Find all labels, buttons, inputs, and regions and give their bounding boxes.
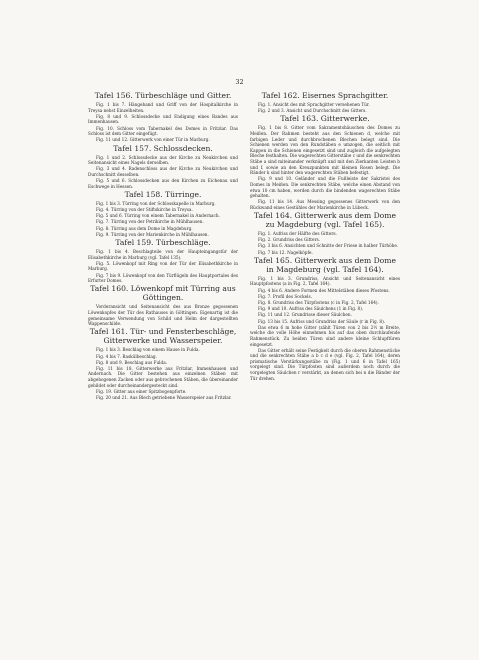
figure-entry: Fig. 7 bis 12. Nagelköpfe. <box>258 249 313 255</box>
plate-section <box>88 190 238 238</box>
figure-entry: Fig. 8. Türring aus dem Dome in Magdeburg. <box>96 225 193 231</box>
figure-entry: Fig. 10. Schloss vom Tabernakel des Domes in Fritzlar. Das Schloss ist dem Gitter eingefügt. <box>88 125 238 137</box>
figure-entry: Fig. 1 bis 3. Grundriss, Ansicht und Seitenansicht eines Hauptpfostens (a in Fig. 2, Tafel 164). <box>250 275 400 287</box>
figure-entry: Fig. 1 bis 3. Beschlag von einem Hause in Fulda. <box>96 347 200 353</box>
plate-title: Tafel 161. Tür- und Fensterbeschläge, Gitterwerke und Wasserspeier. <box>89 327 237 346</box>
plate-section <box>250 114 400 210</box>
figure-entry: Fig. 7 bis 9. Löwenkopf von den Türflügeln des Hauptportales des Erfurter Domes. <box>88 272 238 284</box>
plate-section <box>88 284 238 326</box>
figure-entry: Fig. 1 bis 8. Gitter vom Sakramentshäuschen des Domes zu Meißen. Der Rahmen besteht aus den Schienen d, welche mit farbigen Leder und durchbrochenen Blechen belegt sind. Die Schienen werden von den Rundstäben e umzogen, die seitlich mit Kappen in die Schienen eingesetzt sind und zugleich die aufgelegten Bleche festhalten. Die wagerechten Gitterstäbe c und die senkrechten Stäbe a sind miteinander verknüpft und mit den Zierkanten Leisten b und f, sowie an den Kreuzpunkten mit kleinen Rosen belegt. Die Ränder k sind hinter den wagerechten Stäben befestigt. <box>250 125 400 176</box>
figure-entry: Fig. 7. Türring von der Petrikirche in Mühlhausen. <box>96 219 204 225</box>
plate-section <box>250 256 400 381</box>
figure-entry: Fig. 1 bis 3. Türring von der Schlosskapelle in Marburg. <box>96 200 216 206</box>
plate-title: Tafel 157. Schlossdecken. <box>113 143 213 153</box>
figure-entry: Fig. 5 und 6. Türring von einem Tabernakel in Andernach. <box>96 213 220 219</box>
figure-entry: Fig. 9. Türring von der Marienkirche in Mühlhausen. <box>96 231 209 237</box>
plate-section <box>88 91 238 143</box>
page-number: 32 <box>235 78 244 86</box>
figure-entry: Fig. 11 und 12. Gitterwerk von einer Tür in Marburg. <box>96 137 210 143</box>
description-paragraph: Das etwa 6 m hohe Gitter (zählt Türen von 2 bis 2½ m Breite, welche die volle Höhe einnehmen bis auf das oben durchlaufende Rahmenstück. Zu beiden Türen sind andere kleine Schlupftüren eingesetzt. <box>250 324 400 347</box>
figure-entry: Fig. 11 bis 18. Gitterwerke aus Fritzlar, Immenhausen und Andernach. Die Gitter bestehen aus einzelnen Stäben mit abgebogenen Zacken oder aus gebrochenen Stäben, die übereinander gebildet oder durcheinandergesteckt sind. <box>88 365 238 388</box>
figure-entry: Fig. 4. Türring von der Stiftskirche in Treysa. <box>96 207 193 213</box>
plate-title: Tafel 162. Eisernes Sprachgitter. <box>261 91 389 100</box>
figure-entry: Fig. 5. Löwenkopf mit Ring von der Tür der Elisabethkirche in Marburg. <box>88 260 238 272</box>
figure-entry: Fig. 5 und 6. Schlossdecken aus den Kirchen zu Eichenau und Eschwege in Hessen. <box>88 178 238 189</box>
plate-section <box>88 144 238 190</box>
description-paragraph: Vorderansicht und Seitenansicht des aus Bronze gegossenen Löwenkopfes der Tür des Rathauses in Göttingen. Eigenartig ist die gemeinsame Verwendung von Schild und Helm der dargestellten Wappenschilde. <box>88 304 238 327</box>
plate-section <box>250 211 400 255</box>
plate-title: Tafel 163. Gitterwerke. <box>280 114 370 124</box>
left-column <box>88 91 238 401</box>
plate-title: Tafel 165. Gitterwerk aus dem Dome in Magdeburg (vgl. Tafel 164). <box>254 255 396 274</box>
plate-title: Tafel 164. Gitterwerk aus dem Dome zu Magdeburg (vgl. Tafel 165). <box>254 211 396 230</box>
plate-title: Tafel 158. Türringe. <box>124 189 202 199</box>
description-paragraph: Das Gitter erhält seine Festigkeit durch die oberen Rahmenstücke und die senkrechten Stäbe a b c d e (vgl. Fig. 2, Tafel 164), deren prismatische Verstärkungsstäbe m (Fig. 1 und 6 in Tafel 165) vorgelegt sind. Die Türpfosten sind außerdem noch durch die vorgelegten Säulchen r verstärkt, an denen sich bei n die Bänder der Tür drehen. <box>250 347 400 381</box>
plate-section <box>88 327 238 400</box>
figure-entry: Fig. 11 und 12. Grundrisse dieser Säulchen. <box>258 312 352 318</box>
figure-entry: Fig. 19. Gitter aus einer Spitzbogenpforte. <box>96 388 187 394</box>
figure-entry: Fig. 13 bis 15. Aufriss und Grundriss der Säule (r in Fig. 8). <box>258 318 386 324</box>
figure-entry: Fig. 1 und 2. Schlossdecke aus der Kirche zu Neukirchen und Seitenansicht eines Nagels derselben. <box>88 154 238 166</box>
figure-entry: Fig. 20 und 21. Aus Blech getriebene Wasserspeier aus Fritzlar. <box>96 395 232 401</box>
figure-entry: Fig. 1 bis 4. Beschlagteile von der Haupteingangstür der Elisabethkirche in Marburg (vgl. Tafel 135). <box>88 249 238 260</box>
figure-entry: Fig. 9 und 10. Geländer und die Fußleiste der Sakristei des Domes in Meißen. Die senkrechten Stäbe, welche einen Abstand von etwa 10 cm haben, werden durch die bindenden wagerechten Stäbe gehalten. <box>250 176 400 199</box>
figure-entry: Fig. 4 bis 6. Andere Formen des Mittelstäben dieses Pfostens. <box>258 287 390 293</box>
figure-entry: Fig. 7. Profil des Sockels. <box>258 293 312 299</box>
right-column <box>250 91 400 382</box>
plate-section <box>250 91 400 114</box>
figure-entry: Fig. 2. Grundriss des Gitters. <box>258 237 320 243</box>
figure-entry: Fig. 1 bis 7. Hängeband und Griff von der Hospitalkirche in Treysa nebst Einzelheiten. <box>88 102 238 113</box>
figure-entry: Fig. 11 bis 14. Aus Messing gegossenes Gitterwerk von den Rückwand eines Gestühles der Marienkirche in Lübeck. <box>250 199 400 210</box>
plate-title: Tafel 156. Türbeschläge und Gitter. <box>94 91 232 100</box>
figure-entry: Fig. 9 und 10. Aufriss des Säulchens (1 in Fig. 8). <box>258 306 364 312</box>
figure-entry: Fig. 3 bis 6. Ansichten und Schnitte der Friese in halber Türhöhe. <box>258 243 399 249</box>
figure-entry: Fig. 4 bis 7. Baskülbeschlag. <box>96 353 157 359</box>
figure-entry: Fig. 3 und 4. Radenschloss aus der Kirche zu Neukirchen und Durchschnitt desselben. <box>88 166 238 177</box>
plate-section <box>88 238 238 284</box>
figure-entry: Fig. 1. Aufriss der Hälfte des Gitters. <box>258 231 337 237</box>
figure-entry: Fig. 8 und 9. Schlossdecke und Endigung eines Bandes aus Immenhausen. <box>88 113 238 125</box>
figure-entry: Fig. 2 und 3. Ansicht und Durchschnitt des Gitters. <box>258 108 367 114</box>
figure-entry: Fig. 8 und 9. Beschlag aus Fulda. <box>96 359 168 365</box>
plate-title: Tafel 159. Türbeschläge. <box>115 238 211 247</box>
plate-title: Tafel 160. Löwenkopf mit Türring aus Göttingen. <box>90 284 236 303</box>
figure-entry: Fig. 1. Ansicht des mit Sprachgitter versehenen Tür. <box>258 102 370 107</box>
figure-entry: Fig. 8. Grundriss des Türpfostens (c in Fig. 2, Tafel 164). <box>258 299 379 305</box>
